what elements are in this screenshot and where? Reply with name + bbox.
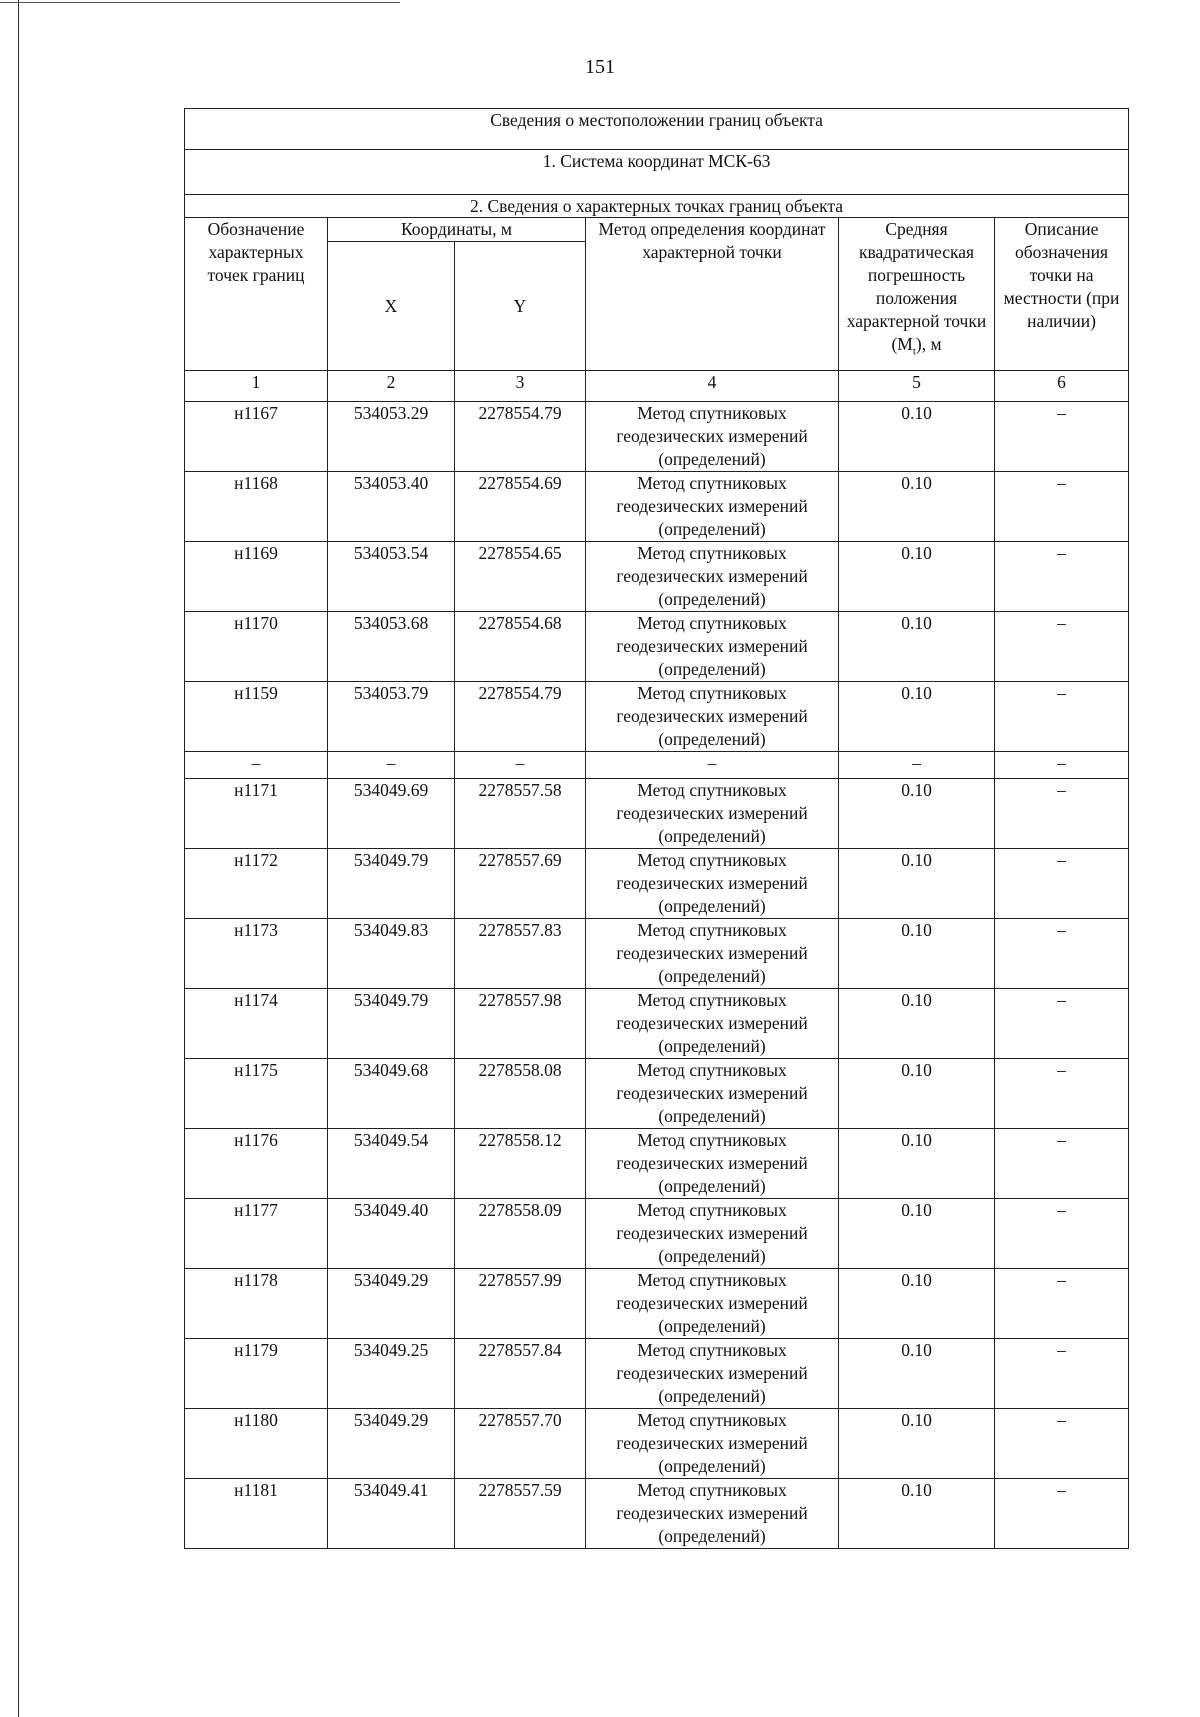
x-coordinate-cell: 534053.79: [328, 682, 455, 752]
description-cell: –: [995, 542, 1129, 612]
error-cell: 0.10: [839, 989, 995, 1059]
table-row: [185, 1199, 1129, 1269]
point-designation-cell: н1172: [185, 849, 328, 919]
error-cell: 0.10: [839, 1199, 995, 1269]
y-coordinate-cell: 2278557.98: [455, 989, 586, 1059]
error-cell: –: [839, 752, 995, 779]
x-coordinate-cell: 534049.69: [328, 779, 455, 849]
table-row: [185, 612, 1129, 682]
column-number: 2: [328, 371, 455, 402]
table-row: [185, 402, 1129, 472]
y-coordinate-cell: –: [455, 752, 586, 779]
column-header-row: [185, 218, 1129, 242]
x-coordinate-cell: 534049.68: [328, 1059, 455, 1129]
description-cell: –: [995, 1129, 1129, 1199]
error-cell: 0.10: [839, 849, 995, 919]
table-row: [185, 1409, 1129, 1479]
x-coordinate-cell: 534049.83: [328, 919, 455, 989]
point-designation-cell: н1178: [185, 1269, 328, 1339]
points-section-title: 2. Сведения о характерных точках границ объекта: [185, 195, 1129, 218]
y-coordinate-cell: 2278558.09: [455, 1199, 586, 1269]
y-coordinate-cell: 2278557.83: [455, 919, 586, 989]
table-row: [185, 849, 1129, 919]
x-coordinate-cell: 534049.29: [328, 1269, 455, 1339]
table-row: [185, 779, 1129, 849]
description-cell: –: [995, 989, 1129, 1059]
y-coordinate-cell: 2278557.59: [455, 1479, 586, 1549]
point-designation-cell: –: [185, 752, 328, 779]
method-cell: Метод спутниковых геодезических измерений (определений): [586, 612, 839, 682]
x-coordinate-cell: 534053.54: [328, 542, 455, 612]
method-cell: Метод спутниковых геодезических измерений (определений): [586, 1339, 839, 1409]
method-cell: Метод спутниковых геодезических измерений (определений): [586, 1129, 839, 1199]
method-cell: Метод спутниковых геодезических измерений (определений): [586, 1199, 839, 1269]
error-cell: 0.10: [839, 612, 995, 682]
method-cell: Метод спутниковых геодезических измерений (определений): [586, 989, 839, 1059]
y-coordinate-cell: 2278554.68: [455, 612, 586, 682]
description-cell: –: [995, 1199, 1129, 1269]
y-coordinate-cell: 2278558.08: [455, 1059, 586, 1129]
x-coordinate-cell: 534049.54: [328, 1129, 455, 1199]
error-cell: 0.10: [839, 402, 995, 472]
error-cell: 0.10: [839, 1059, 995, 1129]
x-coordinate-cell: –: [328, 752, 455, 779]
method-cell: Метод спутниковых геодезических измерений (определений): [586, 402, 839, 472]
description-cell: –: [995, 472, 1129, 542]
column-number: 4: [586, 371, 839, 402]
column-number-row: [185, 371, 1129, 402]
boundary-points-table: [184, 108, 1129, 1549]
point-designation-cell: н1177: [185, 1199, 328, 1269]
column-number: 3: [455, 371, 586, 402]
error-cell: 0.10: [839, 542, 995, 612]
description-cell: –: [995, 919, 1129, 989]
method-cell: Метод спутниковых геодезических измерений (определений): [586, 1269, 839, 1339]
table-row: [185, 1339, 1129, 1409]
y-coordinate-cell: 2278557.70: [455, 1409, 586, 1479]
method-cell: Метод спутниковых геодезических измерений (определений): [586, 1409, 839, 1479]
header-method: Метод определения координат характерной точки: [586, 218, 839, 371]
x-coordinate-cell: 534049.40: [328, 1199, 455, 1269]
point-designation-cell: н1176: [185, 1129, 328, 1199]
method-cell: –: [586, 752, 839, 779]
y-coordinate-cell: 2278557.58: [455, 779, 586, 849]
point-designation-cell: н1171: [185, 779, 328, 849]
x-coordinate-cell: 534049.41: [328, 1479, 455, 1549]
table-row: [185, 542, 1129, 612]
header-designation: Обозначение характерных точек границ: [185, 218, 328, 371]
y-coordinate-cell: 2278554.65: [455, 542, 586, 612]
point-designation-cell: н1159: [185, 682, 328, 752]
x-coordinate-cell: 534053.40: [328, 472, 455, 542]
x-coordinate-cell: 534049.79: [328, 849, 455, 919]
point-designation-cell: н1173: [185, 919, 328, 989]
error-cell: 0.10: [839, 1409, 995, 1479]
header-description: Описание обозначения точки на местности (при наличии): [995, 218, 1129, 371]
description-cell: –: [995, 752, 1129, 779]
point-designation-cell: н1174: [185, 989, 328, 1059]
error-cell: 0.10: [839, 1129, 995, 1199]
table-title: Сведения о местоположении границ объекта: [185, 109, 1129, 150]
table-row: [185, 1129, 1129, 1199]
top-rule: [0, 2, 400, 3]
x-coordinate-cell: 534053.29: [328, 402, 455, 472]
coordinate-system: 1. Система координат МСК-63: [185, 150, 1129, 195]
method-cell: Метод спутниковых геодезических измерений (определений): [586, 779, 839, 849]
table-row: [185, 1479, 1129, 1549]
header-x: X: [328, 242, 455, 371]
point-designation-cell: н1179: [185, 1339, 328, 1409]
header-error: [839, 218, 995, 371]
points-section-row: [185, 195, 1129, 218]
error-cell: 0.10: [839, 682, 995, 752]
y-coordinate-cell: 2278554.79: [455, 402, 586, 472]
description-cell: –: [995, 779, 1129, 849]
table-row: [185, 1269, 1129, 1339]
description-cell: –: [995, 402, 1129, 472]
method-cell: Метод спутниковых геодезических измерений (определений): [586, 472, 839, 542]
description-cell: –: [995, 849, 1129, 919]
point-designation-cell: н1167: [185, 402, 328, 472]
table-row: [185, 989, 1129, 1059]
table-row: [185, 472, 1129, 542]
method-cell: Метод спутниковых геодезических измерений (определений): [586, 849, 839, 919]
x-coordinate-cell: 534049.79: [328, 989, 455, 1059]
page-edge-line: [18, 0, 19, 1717]
x-coordinate-cell: 534053.68: [328, 612, 455, 682]
description-cell: –: [995, 1339, 1129, 1409]
point-designation-cell: н1181: [185, 1479, 328, 1549]
point-designation-cell: н1175: [185, 1059, 328, 1129]
table-title-row: [185, 109, 1129, 150]
error-cell: 0.10: [839, 472, 995, 542]
header-y: Y: [455, 242, 586, 371]
x-coordinate-cell: 534049.25: [328, 1339, 455, 1409]
method-cell: Метод спутниковых геодезических измерений (определений): [586, 542, 839, 612]
error-cell: 0.10: [839, 1269, 995, 1339]
description-cell: –: [995, 1409, 1129, 1479]
header-error-label: Средняя квадратическая погрешность положения характерной точки $(M_t)$, м: [846, 219, 987, 358]
y-coordinate-cell: 2278557.69: [455, 849, 586, 919]
column-number: 1: [185, 371, 328, 402]
description-cell: –: [995, 1059, 1129, 1129]
method-cell: Метод спутниковых геодезических измерений (определений): [586, 682, 839, 752]
x-coordinate-cell: 534049.29: [328, 1409, 455, 1479]
point-designation-cell: н1170: [185, 612, 328, 682]
point-designation-cell: н1180: [185, 1409, 328, 1479]
y-coordinate-cell: 2278557.99: [455, 1269, 586, 1339]
method-cell: Метод спутниковых геодезических измерений (определений): [586, 919, 839, 989]
point-designation-cell: н1169: [185, 542, 328, 612]
coordinate-system-row: [185, 150, 1129, 195]
y-coordinate-cell: 2278558.12: [455, 1129, 586, 1199]
column-number: 5: [839, 371, 995, 402]
table-row: [185, 682, 1129, 752]
y-coordinate-cell: 2278557.84: [455, 1339, 586, 1409]
y-coordinate-cell: 2278554.79: [455, 682, 586, 752]
point-designation-cell: н1168: [185, 472, 328, 542]
description-cell: –: [995, 612, 1129, 682]
description-cell: –: [995, 1479, 1129, 1549]
error-cell: 0.10: [839, 1479, 995, 1549]
page-number: 151: [585, 56, 615, 78]
y-coordinate-cell: 2278554.69: [455, 472, 586, 542]
method-cell: Метод спутниковых геодезических измерений (определений): [586, 1059, 839, 1129]
header-coordinates: Координаты, м: [328, 218, 586, 242]
error-cell: 0.10: [839, 1339, 995, 1409]
error-cell: 0.10: [839, 919, 995, 989]
table-row: [185, 752, 1129, 779]
description-cell: –: [995, 1269, 1129, 1339]
table-row: [185, 1059, 1129, 1129]
column-number: 6: [995, 371, 1129, 402]
method-cell: Метод спутниковых геодезических измерений (определений): [586, 1479, 839, 1549]
table-row: [185, 919, 1129, 989]
error-cell: 0.10: [839, 779, 995, 849]
description-cell: –: [995, 682, 1129, 752]
